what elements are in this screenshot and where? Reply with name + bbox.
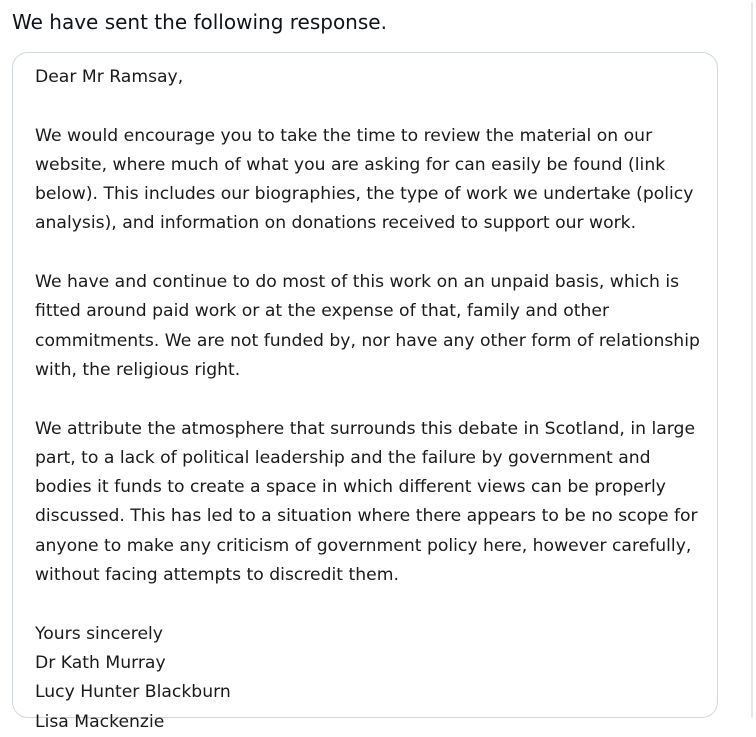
scrollbar[interactable] — [741, 0, 756, 720]
paragraph-gap — [35, 92, 705, 121]
scrollbar-thumb[interactable] — [751, 2, 753, 718]
letter-image-card[interactable] — [12, 52, 718, 732]
letter-closing: Yours sincerely — [35, 623, 163, 644]
signatory: Lisa Mackenzie — [35, 711, 165, 732]
letter-paragraph: We have and continue to do most of this work on an unpaid basis, which is fitted around paid work or at the expense of that, family and other commitments. We are not funded by, nor have any other form of relationship with, the religious right. — [35, 272, 700, 380]
letter-paragraph: We would encourage you to take the time to review the material on our website, where much of what you are asking for can easily be found (link below). This includes our biographies, the type of work we undertake (policy analysis), and information on donations received to support our work. — [35, 125, 694, 234]
letter-paragraph: We attribute the atmosphere that surrounds this debate in Scotland, in large part, to a lack of political leadership and the failure by government and bodies it funds to create a space in which different views can be properly discussed. This has led to a situation where there appears to be no scope for anyone to make any criticism of government policy here, however carefully, without facing attempts to discredit them. — [35, 418, 698, 586]
letter-greeting: Dear Mr Ramsay, — [35, 67, 184, 87]
letter-body — [35, 63, 705, 737]
signatory: Dr Kath Murray — [35, 652, 166, 673]
post-text: We have sent the following response. — [12, 10, 387, 34]
paragraph-gap — [35, 590, 705, 619]
paragraph-gap — [35, 239, 705, 268]
paragraph-gap — [35, 385, 705, 414]
signatory: Lucy Hunter Blackburn — [35, 682, 231, 703]
